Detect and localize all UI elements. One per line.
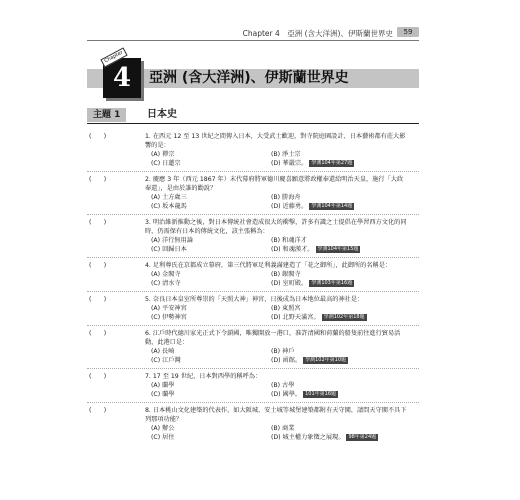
answer-blank: ( ) (89, 373, 107, 380)
option-text: (C) 日蓮宗 (151, 160, 181, 167)
option-text: (B) 東照宮 (271, 305, 301, 312)
option-text: (B) 商業 (271, 425, 295, 432)
question-option (271, 236, 413, 245)
question-option (151, 150, 271, 159)
question-option (151, 202, 271, 211)
source-tag: 學測104年第14題 (311, 203, 353, 209)
question-option (271, 381, 413, 390)
question-stem: 6. 江戶時代德川家光正式下令鎖國，唯獨開放一港口，准許清國和荷蘭的船隻前往進行貿易活動，此港口是： (145, 330, 401, 346)
question-item (87, 295, 419, 322)
question-option (271, 193, 413, 202)
answer-blank: ( ) (89, 407, 107, 414)
option-text: (D) 國學。 (271, 391, 302, 398)
question-item (87, 372, 419, 399)
question-divider (87, 325, 419, 326)
option-text: (A) 平安神宮 (151, 305, 187, 312)
question-stem: 4. 足利尊氏在京都成立幕府，第三代將軍足利義滿建造了「花之御所」，此御所的名稱是： (145, 262, 392, 269)
option-text: (C) 坂本龍馬 (151, 203, 187, 210)
answer-blank: ( ) (89, 296, 107, 303)
question-item (87, 218, 419, 254)
option-text: (C) 回歸日本 (151, 246, 187, 253)
topic-label: 主題 1 (87, 108, 126, 122)
question-option (151, 347, 271, 356)
option-text: (A) 蘭學 (151, 382, 175, 389)
question-option (271, 424, 413, 433)
question-option (271, 202, 413, 211)
question-stem: 8. 日本桃山文化建築的代表作，如大阪城、安土城等城堡建築都附有天守閣，請問天守閣不具下列那項功能？ (145, 407, 407, 423)
question-option (151, 313, 271, 322)
question-option (151, 159, 271, 168)
option-text: (A) 禪宗 (151, 151, 175, 158)
chapter-number: 4 (112, 63, 132, 93)
question-item (87, 132, 419, 168)
answer-blank: ( ) (89, 176, 107, 183)
option-text: (D) 華嚴宗。 (271, 160, 308, 167)
option-text: (A) 金閣寺 (151, 271, 181, 278)
option-text: (C) 蘭學 (151, 391, 175, 398)
question-option (151, 245, 271, 254)
option-text: (D) 和魂漢才。 (271, 246, 314, 253)
chapter-title: 亞洲 (含大洋洲)、伊斯蘭世界史 (149, 70, 349, 86)
answer-blank: ( ) (89, 330, 107, 337)
source-tag: 101年第16題 (305, 391, 337, 397)
page-number: 59 (397, 27, 419, 37)
option-text: (B) 淨土宗 (271, 151, 301, 158)
option-text: (C) 清水寺 (151, 280, 181, 287)
option-text: (B) 和魂洋才 (271, 237, 307, 244)
source-tag: 學測103年第16題 (311, 280, 353, 286)
question-divider (87, 171, 419, 172)
header-rule (87, 40, 419, 41)
question-stem: 7. 17 至 19 世紀，日本對西學的稱呼為： (145, 373, 262, 380)
question-option (271, 304, 413, 313)
question-option (271, 347, 413, 356)
option-text: (C) 江戶灣 (151, 357, 181, 364)
source-tag: 學測102年第10題 (305, 357, 347, 363)
running-header (87, 28, 419, 42)
option-text: (A) 辦公 (151, 425, 175, 432)
answer-blank: ( ) (89, 262, 107, 269)
running-header-title: Chapter 4 亞洲 (含大洋洲)、伊斯蘭世界史 (242, 29, 393, 38)
option-text: (B) 古學 (271, 382, 295, 389)
question-option (151, 424, 271, 433)
answer-blank: ( ) (89, 133, 107, 140)
question-item (87, 329, 419, 365)
option-text: (D) 室町殿。 (271, 280, 308, 287)
question-stem: 5. 奈良日本皇室所尊崇的「天照大神」神宮，日後成為日本地位最高的神社是： (145, 296, 364, 303)
option-text: (B) 勝海舟 (271, 194, 301, 201)
option-text: (C) 伊勢神宮 (151, 314, 187, 321)
source-tag: 學測104年第27題 (311, 160, 353, 166)
topic-rule (87, 123, 419, 124)
question-option (151, 236, 271, 245)
chapter-number-box (103, 49, 141, 98)
option-text: (D) 函館。 (271, 357, 302, 364)
question-option (151, 193, 271, 202)
question-divider (87, 368, 419, 369)
question-option (271, 313, 413, 322)
question-option (151, 390, 271, 399)
question-option (151, 356, 271, 365)
question-stem: 2. 慶應 3 年（西元 1867 年）末代幕府將軍德川慶喜願意將政權奉還給明治天皇，施行「大政奉還」，是由於誰的勸說？ (145, 176, 404, 192)
question-option (271, 245, 413, 254)
question-option (151, 381, 271, 390)
option-text: (B) 神戶 (271, 348, 295, 355)
option-text: (D) 近藤勇。 (271, 203, 308, 210)
question-divider (87, 214, 419, 215)
answer-blank: ( ) (89, 219, 107, 226)
source-tag: 學測104年第15題 (317, 246, 359, 252)
question-stem: 3. 明治維新推動之後，對日本傳統社會造成很大的衝擊，許多有識之士提倡在學習西方文化的同時，仍需保有日本的傳統文化，該主張稱為： (145, 219, 407, 235)
question-divider (87, 257, 419, 258)
option-text: (C) 居住 (151, 434, 175, 441)
question-option (271, 159, 413, 168)
question-option (271, 270, 413, 279)
question-item (87, 261, 419, 288)
question-divider (87, 402, 419, 403)
question-option (271, 150, 413, 159)
option-text: (A) 長崎 (151, 348, 175, 355)
option-text: (A) 洋行無用論 (151, 237, 193, 244)
question-option (271, 279, 413, 288)
option-text: (B) 銀閣寺 (271, 271, 301, 278)
option-text: (A) 土方歲三 (151, 194, 187, 201)
question-item (87, 406, 419, 442)
question-option (151, 270, 271, 279)
question-list (87, 132, 419, 442)
question-divider (87, 291, 419, 292)
question-item (87, 175, 419, 211)
question-stem: 1. 在西元 12 至 13 世紀之間傳入日本，大受武士歡迎，對寺院庭園設計、日本藝術都有莊大影響的是： (145, 133, 406, 149)
question-option (151, 433, 271, 442)
chapter-tab-label: Chapter (100, 47, 127, 67)
question-option (151, 279, 271, 288)
source-tag: 98年第24題 (348, 434, 377, 440)
book-page (87, 28, 419, 500)
topic-name: 日本史 (147, 109, 177, 120)
option-text: (D) 城主權力象徵之展現。 (271, 434, 345, 441)
topic-bar (87, 108, 419, 122)
question-option (151, 304, 271, 313)
question-option (271, 356, 413, 365)
option-text: (D) 北野天滿宮。 (271, 314, 320, 321)
question-option (271, 433, 413, 442)
question-option (271, 390, 413, 399)
source-tag: 學測102年第18題 (323, 314, 365, 320)
